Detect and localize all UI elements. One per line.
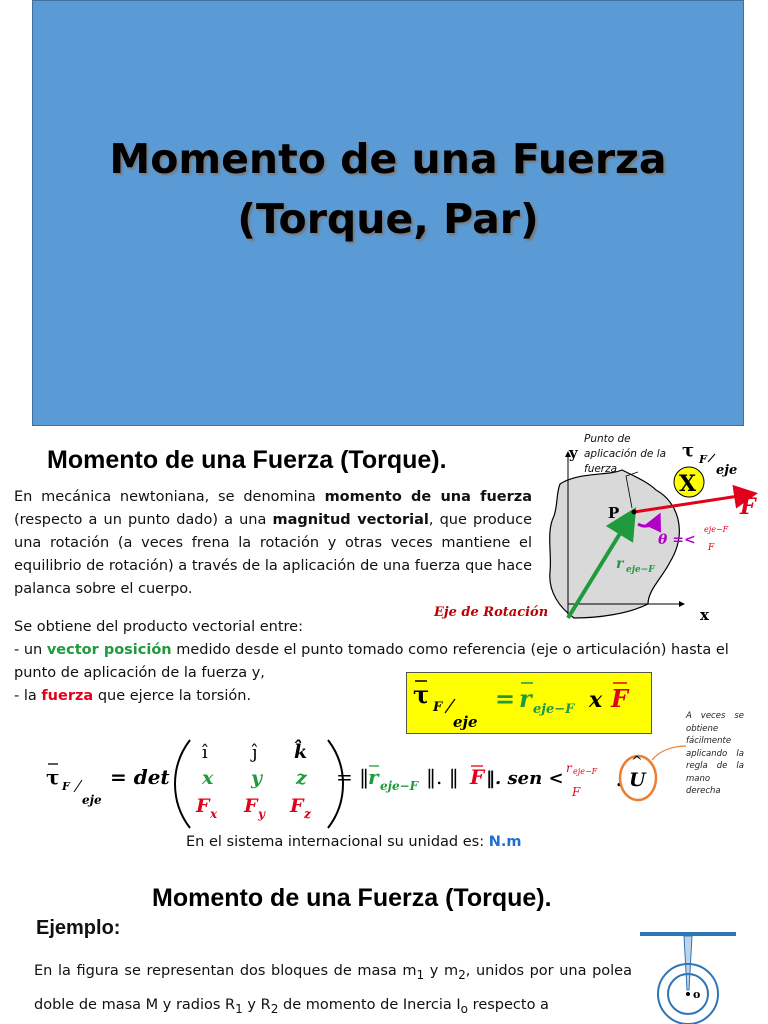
norm-mid: ‖. ‖	[426, 765, 459, 789]
section2-heading: Momento de una Fuerza (Torque).	[152, 884, 552, 912]
example-t2: y m	[424, 963, 459, 979]
hat-k: k̂	[294, 741, 308, 763]
diagram-torque-symbol: τ	[682, 440, 695, 461]
row-z: z	[296, 767, 307, 789]
hat-i: î	[202, 742, 208, 763]
si-unit-value: N.m	[488, 834, 522, 850]
definition-bold-2: magnitud vectorial	[272, 512, 429, 528]
example-s3: 1	[235, 1001, 243, 1016]
item1-suffix: medido desde el punto tomado como referencia (eje o articulación) hasta el punto de aplicación de la fuerza y,	[14, 642, 729, 681]
diagram-theta: θ =<	[658, 532, 696, 548]
diagram-force-label: F	[740, 494, 756, 520]
example-t5: de momento de Inercia I	[278, 996, 461, 1013]
row-Fy: F	[244, 795, 258, 817]
box-eq: =	[495, 684, 516, 713]
right-hand-rule-note: A veces se obtiene fácilmente aplicando la regla de la mano derecha	[686, 711, 744, 796]
diagram-r-label: r	[616, 556, 624, 572]
norm-F: F	[470, 765, 485, 789]
point-p-dot	[632, 510, 637, 515]
item2-suffix: que ejerce la torsión.	[93, 688, 252, 704]
example-t4: y R	[242, 996, 271, 1013]
pulley-axle	[686, 992, 690, 996]
item1-prefix: - un	[14, 642, 47, 658]
torque-diagram	[434, 432, 768, 628]
example-s5: o	[460, 1001, 469, 1016]
pulley-figure	[636, 928, 740, 1024]
angle-F: F	[572, 785, 581, 799]
determinant-formula	[40, 736, 680, 830]
slide-title	[33, 129, 743, 249]
slide-title-line1: Momento de una Fuerza	[109, 135, 667, 183]
row-y: y	[251, 767, 263, 789]
hat-j: ĵ	[252, 742, 258, 763]
angle-r: r	[566, 761, 572, 775]
row-x: x	[202, 767, 214, 789]
torque-formula	[407, 673, 651, 733]
pulley-label: o	[693, 988, 701, 1001]
unit-vector-U: U	[629, 769, 646, 791]
torque-cross-symbol: X	[679, 471, 697, 497]
definition-text-3: , que produce una rotación (a veces frena la rotación y otras veces mantiene el equilibrio de rotación) a través de la aplicación de una fuerza que hace palanca sobre el cuerpo.	[14, 512, 532, 597]
torque-formula-box	[406, 672, 652, 734]
norm-close-sen: ‖. sen <	[486, 768, 564, 789]
diagram-theta-F: F	[708, 543, 715, 553]
norm-open: = ‖	[336, 765, 370, 789]
example-label: Ejemplo:	[36, 917, 121, 939]
diagram-theta-r: eje−F	[704, 525, 729, 534]
box-r-sub: eje−F	[533, 702, 575, 717]
definition-text-1: En mecánica newtoniana, se denomina	[14, 489, 325, 505]
ceiling-support	[640, 932, 736, 936]
item1-highlight: vector posición	[46, 642, 172, 658]
det-tau: τ	[46, 765, 60, 789]
det-eje: eje	[82, 793, 102, 807]
diagram-torque-F: F	[699, 453, 707, 466]
diagram-torque-sub: eje	[716, 463, 738, 478]
axis-caption: Eje de Rotación	[434, 605, 549, 620]
row-Fx-sub: x	[210, 807, 218, 821]
box-tau: τ	[413, 680, 430, 709]
example-t1: En la figura se representan dos bloques de masa m	[34, 963, 417, 979]
box-eje: eje	[453, 713, 478, 731]
svg-text:^: ^	[631, 754, 643, 770]
example-s1: 1	[416, 967, 425, 982]
example-t3: , unidos por una polea doble de masa M y radios R	[34, 963, 632, 1013]
si-unit-text: En el sistema internacional su unidad es:	[186, 834, 489, 850]
norm-r: r	[368, 765, 379, 789]
section1-heading: Momento de una Fuerza (Torque).	[47, 446, 447, 474]
point-caption: Punto de aplicación de la fuerza	[584, 433, 667, 475]
product-intro: Se obtiene del producto vectorial entre:	[14, 619, 303, 635]
left-paren	[175, 740, 190, 828]
det-tau-F: F	[62, 780, 70, 793]
example-text	[34, 956, 632, 1024]
row-Fx: F	[196, 795, 210, 817]
example-s2: 2	[458, 967, 466, 982]
angle-dot: .	[616, 770, 623, 791]
slide-title-line2: (Torque, Par)	[237, 195, 539, 243]
si-unit-line	[186, 834, 521, 850]
box-tau-F: F	[433, 700, 443, 715]
item2-highlight: fuerza	[41, 688, 94, 704]
point-p-label: P	[608, 504, 620, 522]
det-keyword: = det	[110, 765, 170, 789]
row-Fz: F	[290, 795, 304, 817]
note-pointer	[652, 746, 686, 760]
product-item-2	[14, 685, 394, 708]
row-Fz-sub: z	[304, 807, 311, 821]
x-axis-label: x	[700, 606, 709, 624]
norm-r-sub: eje−F	[380, 779, 419, 793]
definition-paragraph	[14, 486, 532, 601]
angle-r-sub: eje−F	[573, 767, 598, 776]
definition-text-2: (respecto a un punto dado) a una	[14, 512, 273, 528]
definition-bold-1: momento de una fuerza	[324, 489, 533, 505]
box-r: r	[519, 684, 532, 713]
box-cross: x	[589, 687, 603, 713]
example-t6: respecto a	[468, 996, 549, 1013]
diagram-r-sub: eje−F	[626, 565, 655, 575]
title-banner	[32, 0, 744, 426]
row-Fy-sub: y	[258, 807, 265, 821]
item2-prefix: - la	[14, 688, 42, 704]
box-F: F	[611, 684, 629, 713]
example-s4: 2	[270, 1001, 279, 1016]
y-axis-label: y	[569, 444, 578, 462]
